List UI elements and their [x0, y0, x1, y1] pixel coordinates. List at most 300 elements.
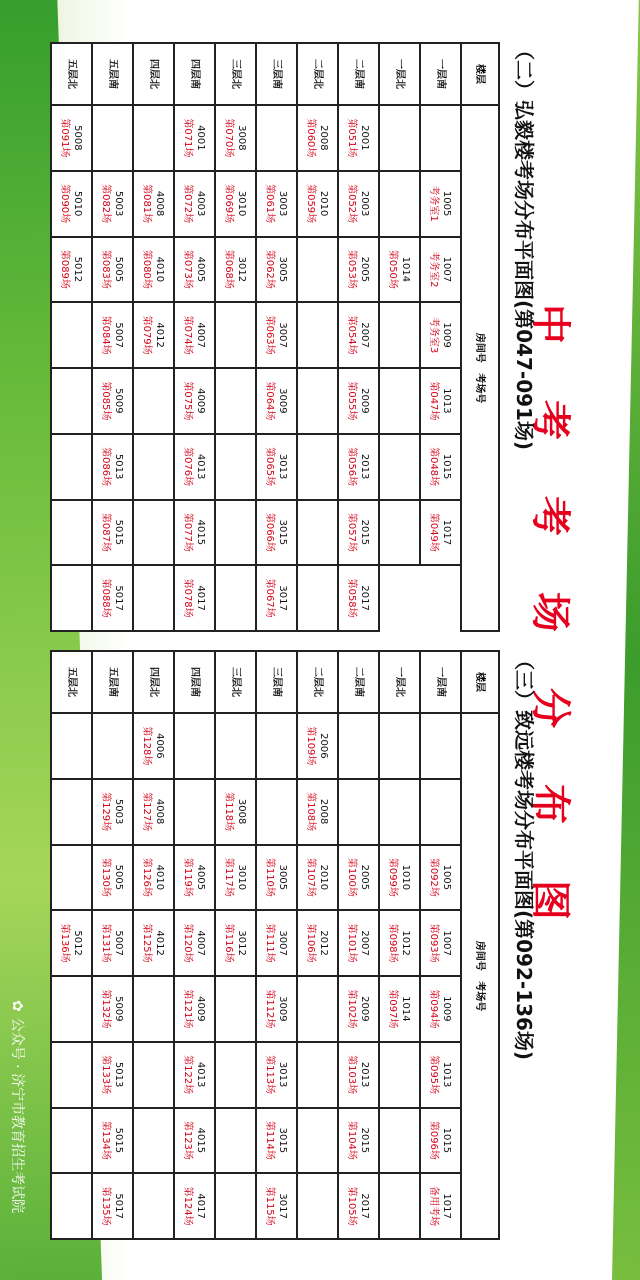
exam-number: 第127场 — [141, 792, 153, 832]
exam-number: 第079场 — [141, 315, 153, 355]
room-cell — [379, 434, 420, 500]
room-cell — [215, 565, 256, 631]
room-cell — [92, 910, 133, 976]
exam-number: 第118场 — [223, 792, 235, 832]
exam-number: 第100场 — [346, 857, 358, 897]
room-number: 2009 — [359, 388, 371, 414]
room-cell — [215, 976, 256, 1042]
exam-number: 考务室1 — [428, 185, 440, 222]
room-cell — [133, 713, 174, 779]
room-number: 3008 — [236, 125, 248, 151]
room-cell — [338, 302, 379, 368]
room-cell — [174, 434, 215, 500]
room-cell — [338, 237, 379, 303]
room-number: 3005 — [277, 864, 289, 891]
room-cell — [174, 565, 215, 631]
room-number: 3015 — [277, 519, 289, 546]
room-cell — [133, 1042, 174, 1108]
room-cell — [379, 976, 420, 1042]
room-cell — [51, 105, 92, 171]
exam-number: 第069场 — [223, 184, 235, 224]
exam-number: 第121场 — [182, 989, 194, 1029]
room-number: 2006 — [318, 733, 330, 759]
hongyi-section-title: （二）弘毅楼考场分布平面图(第047-091场) — [512, 40, 536, 451]
room-number: 2013 — [359, 453, 371, 480]
room-number: 2015 — [359, 519, 371, 546]
room-cell — [297, 171, 338, 237]
room-cell — [92, 368, 133, 434]
exam-number: 第052场 — [346, 184, 358, 224]
exam-number: 第066场 — [264, 512, 276, 552]
room-number: 3003 — [277, 190, 289, 217]
floor-label: 四层南 — [174, 651, 215, 713]
header-row — [461, 43, 499, 631]
room-exam-header — [461, 713, 499, 1239]
room-cell — [51, 1173, 92, 1239]
exam-number: 第130场 — [100, 857, 112, 897]
exam-number-header: 考场号 — [474, 373, 486, 404]
room-cell — [174, 779, 215, 845]
floor-label: 三层南 — [256, 651, 297, 713]
room-number: 3007 — [277, 930, 289, 956]
room-cell — [338, 368, 379, 434]
floor-label: 五层北 — [51, 43, 92, 105]
exam-number: 第133场 — [100, 1055, 112, 1095]
room-cell — [297, 1108, 338, 1174]
room-number: 4010 — [154, 256, 166, 283]
exam-number: 第050场 — [387, 249, 399, 289]
room-cell — [420, 434, 461, 500]
exam-number: 第087场 — [100, 512, 112, 552]
room-cell — [256, 910, 297, 976]
room-number: 5017 — [113, 585, 125, 611]
floor-header: 楼层 — [461, 651, 499, 713]
exam-number: 第128场 — [141, 726, 153, 766]
zhiyuan-exam-table — [50, 650, 500, 1240]
room-cell — [420, 237, 461, 303]
room-cell — [133, 565, 174, 631]
exam-number: 第113场 — [264, 1055, 276, 1095]
room-cell — [51, 779, 92, 845]
room-number: 3007 — [277, 322, 289, 348]
exam-number: 第101场 — [346, 923, 358, 963]
exam-number: 第115场 — [264, 1186, 276, 1226]
header-row — [461, 651, 499, 1239]
room-cell — [51, 565, 92, 631]
room-cell — [256, 105, 297, 171]
room-number: 5005 — [113, 864, 125, 891]
room-cell — [215, 713, 256, 779]
exam-number: 第105场 — [346, 1186, 358, 1226]
exam-number: 第054场 — [346, 315, 358, 355]
room-cell — [297, 368, 338, 434]
exam-number: 第053场 — [346, 249, 358, 289]
room-number: 5010 — [72, 190, 84, 217]
room-cell — [133, 845, 174, 911]
room-number: 1014 — [400, 256, 412, 283]
exam-number: 第077场 — [182, 512, 194, 552]
room-number-header: 房间号 — [474, 940, 486, 971]
floor-row — [215, 651, 256, 1239]
exam-number: 第074场 — [182, 315, 194, 355]
floor-row — [379, 651, 420, 1239]
floor-label: 三层北 — [215, 651, 256, 713]
exam-number: 第119场 — [182, 857, 194, 897]
exam-number: 第106场 — [305, 923, 317, 963]
exam-number: 第093场 — [428, 923, 440, 963]
room-cell — [51, 1108, 92, 1174]
zhiyuan-section-title: （三）致远楼考场分布平面图(第092-136场) — [512, 650, 536, 1061]
exam-number: 第070场 — [223, 118, 235, 158]
room-number: 5007 — [113, 322, 125, 348]
room-number: 2003 — [359, 190, 371, 217]
exam-number: 第126场 — [141, 857, 153, 897]
room-number: 2007 — [359, 322, 371, 348]
room-cell — [51, 1042, 92, 1108]
room-cell — [133, 1108, 174, 1174]
room-cell — [338, 105, 379, 171]
room-exam-header — [461, 105, 499, 631]
room-cell — [420, 1042, 461, 1108]
room-number: 5003 — [113, 798, 125, 825]
room-cell — [420, 105, 461, 171]
room-number: 4013 — [195, 453, 207, 480]
room-cell — [92, 1173, 133, 1239]
room-cell — [338, 565, 379, 631]
floor-label: 二层南 — [338, 651, 379, 713]
room-cell — [133, 976, 174, 1042]
room-number: 4009 — [195, 996, 207, 1022]
exam-number: 第047场 — [428, 381, 440, 421]
room-cell — [215, 500, 256, 566]
room-cell — [420, 368, 461, 434]
room-cell — [174, 105, 215, 171]
floor-label: 二层南 — [338, 43, 379, 105]
room-number: 5013 — [113, 453, 125, 480]
room-cell — [51, 713, 92, 779]
room-number: 2017 — [359, 585, 371, 611]
floor-label: 一层南 — [420, 43, 461, 105]
floor-label: 五层北 — [51, 651, 92, 713]
hongyi-exam-table — [50, 42, 500, 632]
room-cell — [297, 779, 338, 845]
room-number: 4005 — [195, 256, 207, 283]
room-cell — [174, 845, 215, 911]
room-cell — [174, 237, 215, 303]
room-number: 2005 — [359, 256, 371, 283]
room-number: 5017 — [113, 1193, 125, 1219]
room-cell — [338, 171, 379, 237]
exam-number: 第109场 — [305, 726, 317, 766]
room-cell — [92, 500, 133, 566]
room-cell — [215, 779, 256, 845]
room-number: 4007 — [195, 930, 207, 956]
room-number: 2007 — [359, 930, 371, 956]
room-number: 5005 — [113, 256, 125, 283]
floor-row — [256, 43, 297, 631]
room-cell — [133, 779, 174, 845]
exam-number: 第108场 — [305, 792, 317, 832]
exam-number: 考务室2 — [428, 251, 440, 288]
room-cell — [338, 434, 379, 500]
room-number: 4001 — [195, 125, 207, 151]
room-number: 2017 — [359, 1193, 371, 1219]
room-cell — [92, 434, 133, 500]
room-cell — [215, 171, 256, 237]
room-number: 1009 — [441, 322, 453, 348]
exam-number: 第071场 — [182, 118, 194, 158]
room-number: 5013 — [113, 1061, 125, 1088]
room-cell — [297, 302, 338, 368]
room-cell — [256, 845, 297, 911]
room-cell — [133, 237, 174, 303]
floor-row — [92, 651, 133, 1239]
room-number: 1012 — [400, 930, 412, 956]
room-number: 4013 — [195, 1061, 207, 1088]
room-cell — [51, 171, 92, 237]
exam-number: 第102场 — [346, 989, 358, 1029]
exam-number: 第049场 — [428, 512, 440, 552]
floor-row — [133, 651, 174, 1239]
room-number: 1013 — [441, 1061, 453, 1088]
floor-row — [92, 43, 133, 631]
exam-number: 第099场 — [387, 857, 399, 897]
room-cell — [379, 171, 420, 237]
exam-number: 第090场 — [59, 184, 71, 224]
room-number: 3012 — [236, 930, 248, 956]
floor-label: 四层北 — [133, 651, 174, 713]
room-cell — [174, 910, 215, 976]
room-cell — [256, 565, 297, 631]
room-cell — [51, 845, 92, 911]
room-cell — [92, 1042, 133, 1108]
exam-number: 第059场 — [305, 184, 317, 224]
exam-number: 第065场 — [264, 447, 276, 487]
room-cell — [338, 1042, 379, 1108]
exam-number: 第129场 — [100, 792, 112, 832]
exam-number: 第089场 — [59, 249, 71, 289]
room-cell — [51, 976, 92, 1042]
room-cell — [297, 237, 338, 303]
room-cell — [92, 237, 133, 303]
room-number: 1013 — [441, 388, 453, 414]
room-cell — [256, 1173, 297, 1239]
room-number: 3013 — [277, 1061, 289, 1088]
room-number: 1005 — [441, 190, 453, 217]
room-cell — [174, 1108, 215, 1174]
exam-number: 第073场 — [182, 249, 194, 289]
floor-label: 一层北 — [379, 43, 420, 105]
room-cell — [133, 171, 174, 237]
room-number: 4012 — [154, 322, 166, 348]
exam-number: 第104场 — [346, 1120, 358, 1160]
room-number: 4012 — [154, 930, 166, 956]
room-cell — [92, 713, 133, 779]
room-number: 1005 — [441, 864, 453, 891]
room-number: 3005 — [277, 256, 289, 283]
room-cell — [297, 713, 338, 779]
room-cell — [174, 302, 215, 368]
room-cell — [256, 237, 297, 303]
exam-number: 第085场 — [100, 381, 112, 421]
room-cell — [92, 779, 133, 845]
room-number: 1010 — [400, 864, 412, 891]
room-cell — [420, 845, 461, 911]
exam-number: 第075场 — [182, 381, 194, 421]
room-number: 4005 — [195, 864, 207, 891]
floor-row — [297, 43, 338, 631]
exam-number: 第120场 — [182, 923, 194, 963]
floor-label: 二层北 — [297, 651, 338, 713]
floor-label: 五层南 — [92, 651, 133, 713]
exam-number: 第088场 — [100, 578, 112, 618]
floor-row — [338, 651, 379, 1239]
exam-number: 第048场 — [428, 447, 440, 487]
room-cell — [51, 237, 92, 303]
exam-number-header: 考场号 — [474, 981, 486, 1012]
room-cell — [92, 565, 133, 631]
room-number: 1017 — [441, 1193, 453, 1219]
room-cell — [215, 1173, 256, 1239]
exam-number: 第072场 — [182, 184, 194, 224]
room-cell — [297, 434, 338, 500]
room-cell — [256, 976, 297, 1042]
room-cell — [256, 1042, 297, 1108]
room-number: 2010 — [318, 190, 330, 217]
exam-number: 第117场 — [223, 857, 235, 897]
room-cell — [51, 910, 92, 976]
room-cell — [256, 1108, 297, 1174]
exam-number: 第110场 — [264, 857, 276, 897]
floor-row — [51, 43, 92, 631]
room-cell — [256, 713, 297, 779]
room-cell — [256, 302, 297, 368]
room-cell — [420, 713, 461, 779]
exam-number: 备用考场 — [428, 1186, 440, 1227]
room-number: 3010 — [236, 864, 248, 891]
floor-row — [338, 43, 379, 631]
exam-number: 第116场 — [223, 923, 235, 963]
exam-number: 第136场 — [59, 923, 71, 963]
room-cell — [379, 910, 420, 976]
floor-row — [51, 651, 92, 1239]
room-cell — [338, 910, 379, 976]
floor-label: 五层南 — [92, 43, 133, 105]
room-cell — [215, 1042, 256, 1108]
footer-watermark — [8, 1000, 28, 1213]
wechat-icon: ✿ — [9, 1000, 25, 1012]
room-number: 5015 — [113, 519, 125, 546]
room-cell — [379, 302, 420, 368]
exam-number: 第055场 — [346, 381, 358, 421]
room-cell — [379, 779, 420, 845]
exam-number: 第131场 — [100, 923, 112, 963]
room-cell — [338, 976, 379, 1042]
room-cell — [297, 1173, 338, 1239]
top-green-band — [610, 0, 640, 1280]
exam-number: 第095场 — [428, 1055, 440, 1095]
room-cell — [420, 500, 461, 566]
room-number: 4003 — [195, 190, 207, 217]
exam-number: 第098场 — [387, 923, 399, 963]
room-cell — [256, 171, 297, 237]
room-cell — [51, 500, 92, 566]
room-cell — [174, 713, 215, 779]
room-cell — [215, 302, 256, 368]
room-number: 5003 — [113, 190, 125, 217]
room-number: 1015 — [441, 1127, 453, 1154]
room-cell — [338, 845, 379, 911]
room-cell — [215, 368, 256, 434]
room-cell — [297, 565, 338, 631]
floor-row — [297, 651, 338, 1239]
room-cell — [133, 500, 174, 566]
room-number: 2013 — [359, 1061, 371, 1088]
exam-number: 第076场 — [182, 447, 194, 487]
room-cell — [174, 1042, 215, 1108]
room-number: 5015 — [113, 1127, 125, 1154]
room-number: 2008 — [318, 798, 330, 825]
floor-row — [174, 43, 215, 631]
room-number: 1007 — [441, 256, 453, 283]
floor-label: 四层北 — [133, 43, 174, 105]
room-cell — [215, 434, 256, 500]
room-cell — [92, 976, 133, 1042]
room-cell — [215, 237, 256, 303]
room-number: 1017 — [441, 519, 453, 546]
room-cell — [174, 368, 215, 434]
exam-number: 第122场 — [182, 1055, 194, 1095]
room-cell — [297, 910, 338, 976]
exam-number: 第111场 — [264, 923, 276, 963]
room-number: 4009 — [195, 388, 207, 414]
room-number: 4017 — [195, 1193, 207, 1219]
room-cell — [420, 976, 461, 1042]
exam-number: 第091场 — [59, 118, 71, 158]
floor-row — [133, 43, 174, 631]
floor-row — [379, 43, 420, 631]
room-cell — [420, 910, 461, 976]
room-number: 3008 — [236, 798, 248, 825]
room-cell — [215, 910, 256, 976]
room-number: 5009 — [113, 996, 125, 1022]
room-cell — [174, 171, 215, 237]
room-number: 4007 — [195, 322, 207, 348]
room-number: 3010 — [236, 190, 248, 217]
exam-number: 第062场 — [264, 249, 276, 289]
exam-number: 第096场 — [428, 1120, 440, 1160]
exam-number: 第078场 — [182, 578, 194, 618]
exam-number: 第107场 — [305, 857, 317, 897]
room-number: 5008 — [72, 125, 84, 151]
exam-number: 第064场 — [264, 381, 276, 421]
exam-number: 第124场 — [182, 1186, 194, 1226]
exam-number: 第112场 — [264, 989, 276, 1029]
floor-label: 一层南 — [420, 651, 461, 713]
room-cell — [92, 105, 133, 171]
room-number: 3015 — [277, 1127, 289, 1154]
exam-number: 第103场 — [346, 1055, 358, 1095]
exam-number: 第097场 — [387, 989, 399, 1029]
room-cell — [338, 779, 379, 845]
floor-row — [256, 651, 297, 1239]
exam-number: 第057场 — [346, 512, 358, 552]
floor-row — [420, 651, 461, 1239]
room-number: 4008 — [154, 190, 166, 217]
room-number: 2010 — [318, 864, 330, 891]
room-cell — [133, 434, 174, 500]
exam-number: 第060场 — [305, 118, 317, 158]
